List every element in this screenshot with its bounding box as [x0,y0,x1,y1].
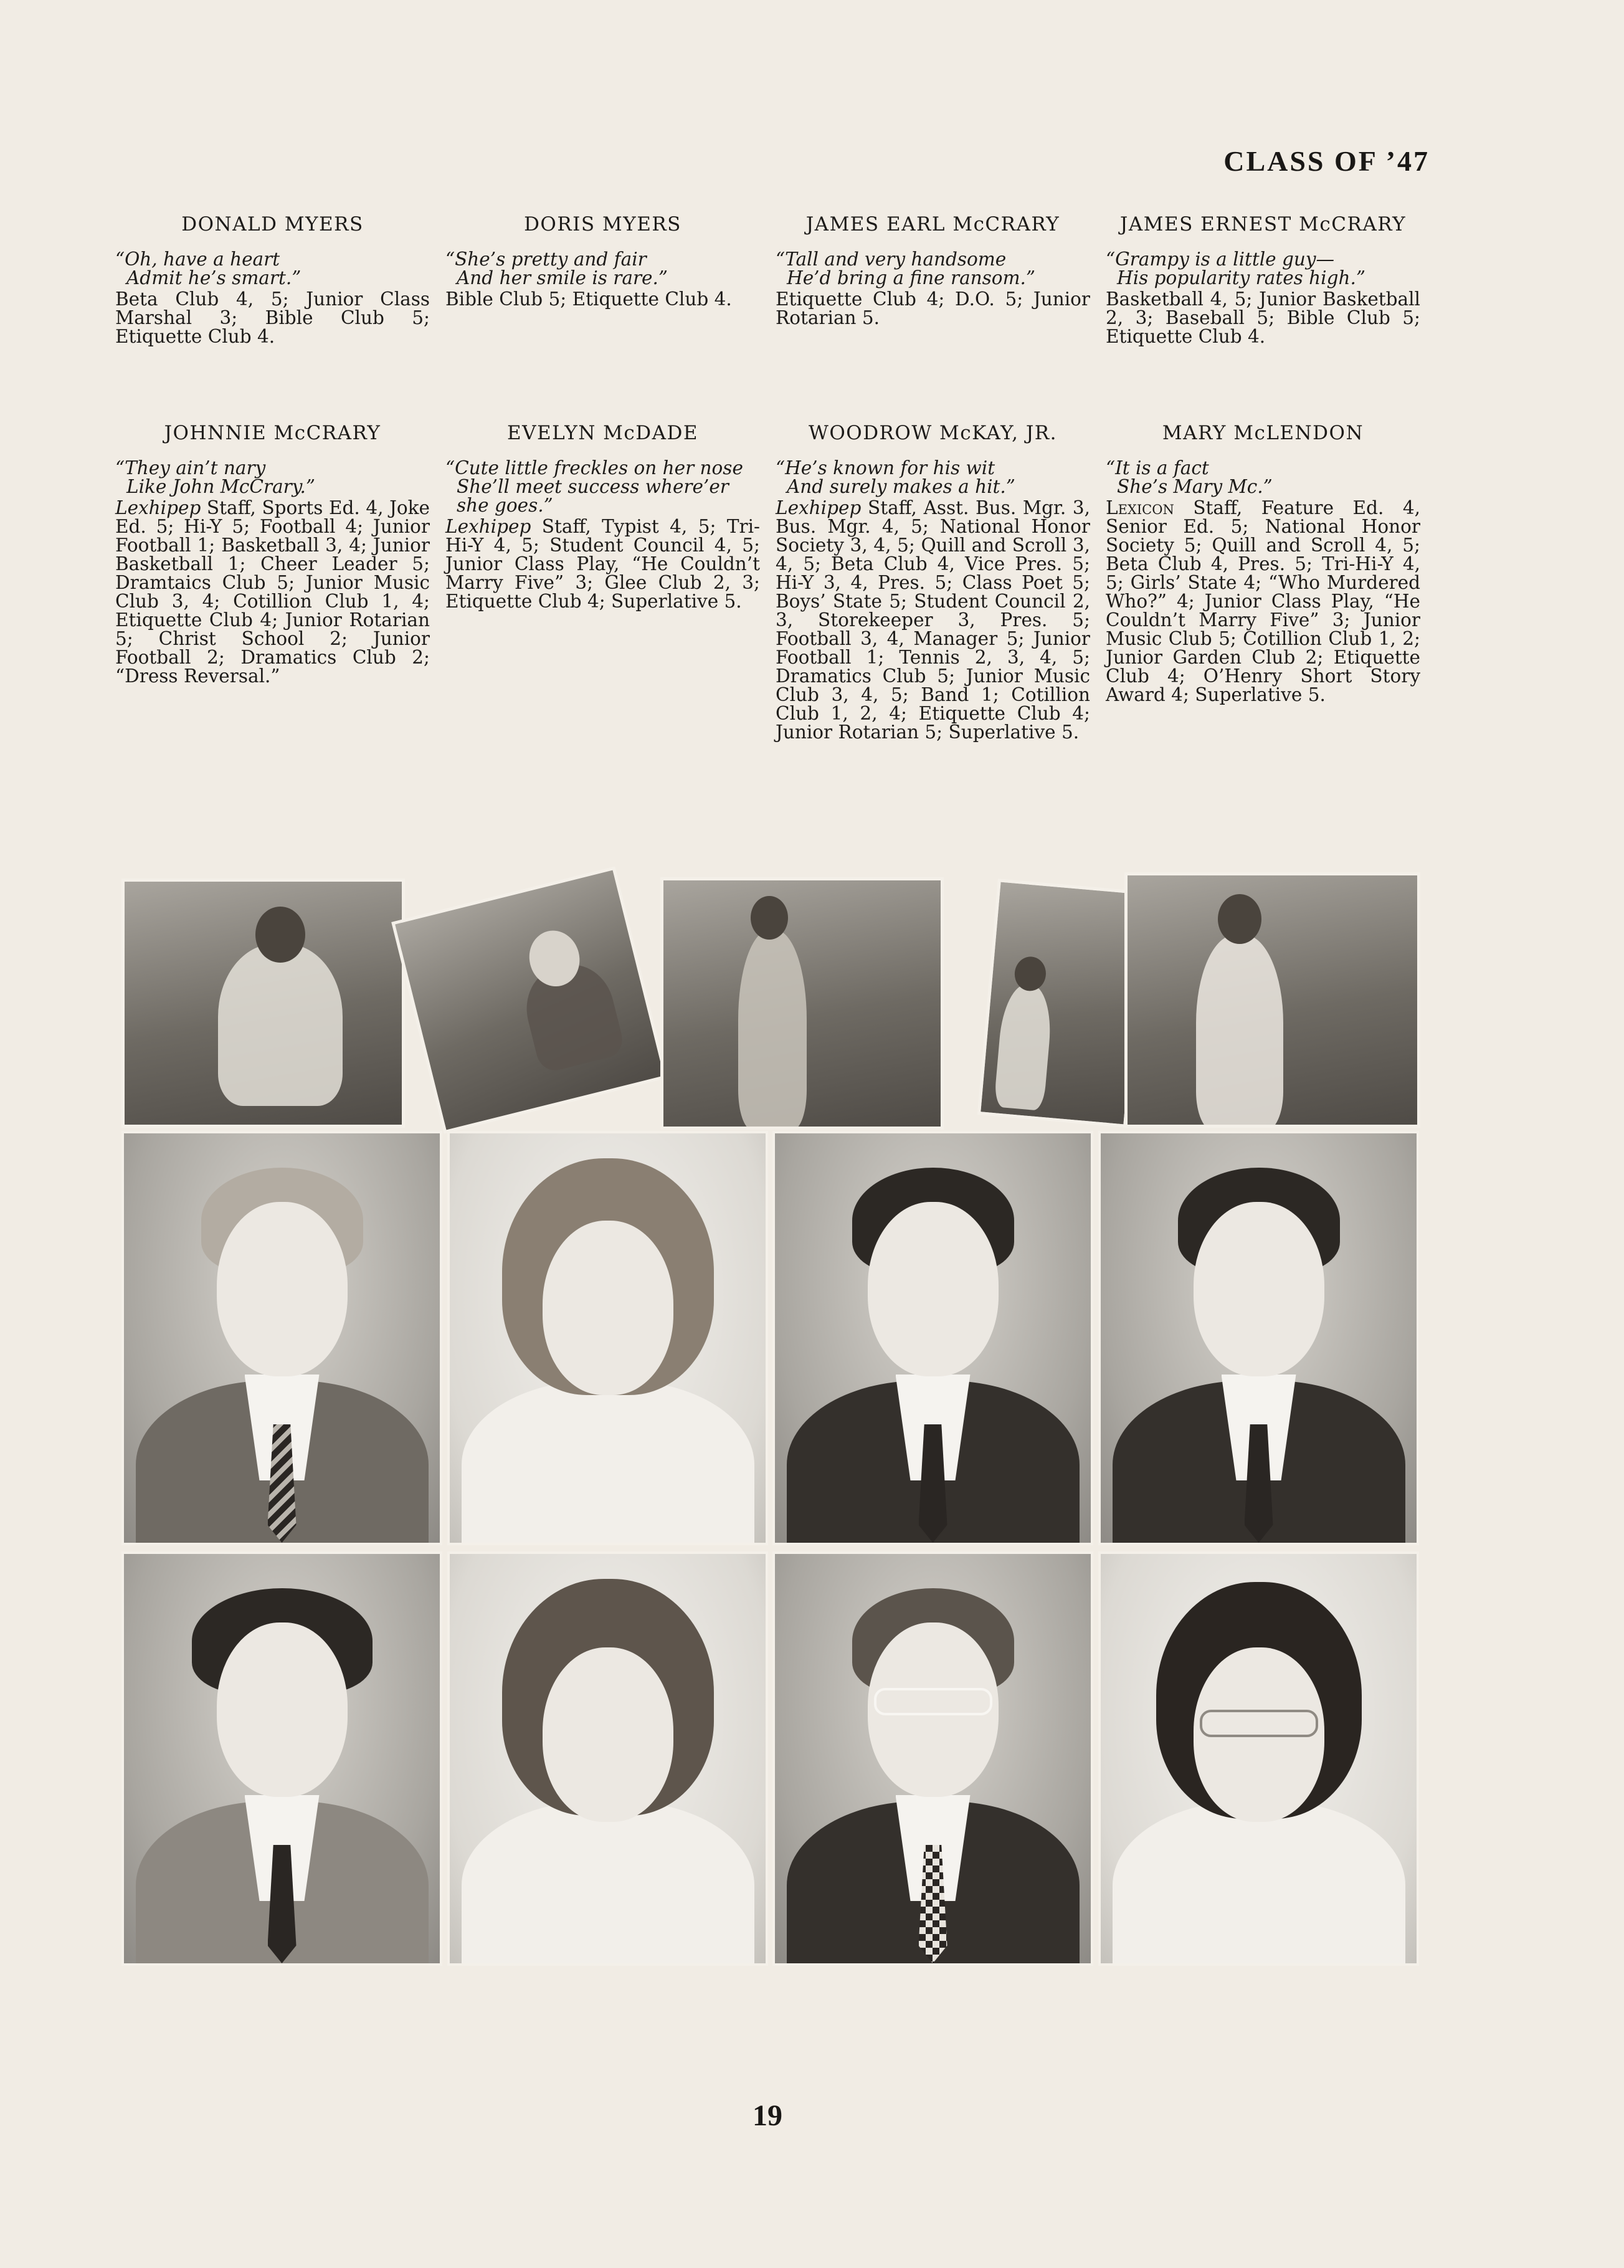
portrait-face [543,1221,673,1395]
snapshot-photo-boy-in-suit [660,877,944,1130]
portrait-photo-johnnie-mccrary [121,1551,442,1966]
publication-name: Lexhipep [115,497,201,518]
portrait-face [1194,1202,1324,1376]
student-activities [115,290,430,346]
student-name: JAMES ERNEST McCRARY [1119,213,1407,236]
activities-text: Staff, Sports Ed. 4, Joke Ed. 5; Hi-Y 5; Football 4; Junior Football 1; Basketball 3, 4; Junior Basketball 1; Cheer Leader 5; Dramtaics Club 5; Junior Music Club 3, 4; Cotillion Club 1, 4; Etiquette Club 4; Junior Rotarian 5; Christ School 2; Junior Football 2; Dramatics Club 2; “Dress Reversal.” [115,497,430,687]
snapshot-photo-girl-at-window [391,866,668,1133]
figure-shape [218,944,343,1106]
portrait-shoulders [1113,1801,1405,1966]
quote-line: Admit he’s smart.” [126,267,302,288]
student-bio-james-earl-mccrary [776,215,1090,327]
activities-text: Bible Club 5; Etiquette Club 4. [445,288,732,310]
student-name: JOHNNIE McCRARY [164,422,381,444]
portrait-face [217,1622,348,1797]
student-activities [776,498,1090,741]
student-name: EVELYN McDADE [506,422,699,444]
student-quote [445,250,760,287]
glasses-icon [1200,1710,1318,1737]
portrait-shoulders [462,1381,754,1545]
figure-shape [994,983,1054,1111]
figure-shape [738,930,807,1130]
student-activities [776,290,1090,327]
quote-line: She’ll meet success where’er she goes.” [457,476,729,516]
student-bio-johnnie-mccrary [115,424,430,685]
student-name: DONALD MYERS [181,213,364,236]
student-quote [776,250,1090,287]
snapshot-photo-girl-on-porch [977,879,1147,1127]
student-activities [115,498,430,685]
student-bio-mary-mclendon [1106,424,1420,704]
quote-line: And surely makes a hit.” [787,476,1015,497]
snapshot-photo-sailor [1124,872,1420,1128]
portrait-photo-james-earl-mccrary [772,1131,1093,1545]
portrait-grid [118,1131,1420,1972]
portrait-photo-james-ernest-mccrary [1098,1131,1419,1545]
snapshot-photo-girl-on-lawn [121,879,405,1128]
portrait-photo-donald-myers [121,1131,442,1545]
portrait-shoulders [462,1801,754,1966]
student-quote [115,250,430,287]
quote-line: “Grampy is a little guy— [1106,249,1335,270]
student-name: WOODROW McKAY, JR. [809,422,1057,444]
activities-text: Etiquette Club 4; D.O. 5; Junior Rotarian 5. [776,288,1090,328]
activities-text: Beta Club 4, 5; Junior Class Marshal 3; Bible Club 5; Etiquette Club 4. [115,288,430,347]
quote-line: “They ain’t nary [115,457,266,479]
portrait-face [217,1202,348,1376]
student-quote [445,459,760,515]
portrait-photo-evelyn-mcdade [447,1551,768,1966]
student-name: JAMES EARL McCRARY [805,213,1060,236]
activities-text: Staff, Typist 4, 5; Tri-Hi-Y 4, 5; Student Council 4, 5; Junior Class Play, “He Couldn’t Marry Five” 3; Glee Club 2, 3; Etiquette Club 4; Superlative 5. [445,516,760,612]
quote-line: He’d bring a fine ransom.” [787,267,1035,288]
publication-name: Lexicon [1106,497,1174,518]
quote-line: And her smile is rare.” [457,267,668,288]
student-name: DORIS MYERS [524,213,681,236]
quote-line: “He’s known for his wit [776,457,995,479]
publication-name: Lexhipep [445,516,531,537]
portrait-face [868,1202,999,1376]
student-activities [445,290,760,308]
activities-text: Staff, Asst. Bus. Mgr. 3, Bus. Mgr. 4, 5; National Honor Society 3, 4, 5; Quill and Scroll 3, 4, 5; Beta Club 4, Vice Pres. 5; Hi-Y 3, 4, Pres. 5; Class Poet 5; Boys’ State 5; Student Council 2, 3, Storekeeper 3, Pres. 5; Football 3, 4, Manager 5; Junior Football 1; Tennis 2, 3, 4, 5; Dramatics Club 5; Junior Music Club 3, 4, 5; Band 1; Cotillion Club 1, 2, 4; Etiquette Club 4; Junior Rotarian 5; Superlative 5. [776,497,1090,743]
student-bio-woodrow-mckay-jr [776,424,1090,741]
student-bio-evelyn-mcdade [445,424,760,611]
student-bio-doris-myers [445,215,760,308]
publication-name: Lexhipep [776,497,862,518]
page-header-class-of-47: CLASS OF ’47 [1223,145,1430,177]
quote-line: “It is a fact [1106,457,1209,479]
figure-head [1218,894,1261,944]
student-quote [1106,250,1420,287]
figure-head [255,907,305,963]
glasses-icon [874,1688,992,1715]
figure-shape [1196,935,1283,1128]
quote-line: His popularity rates high.” [1117,267,1365,288]
quote-line: “Oh, have a heart [115,249,280,270]
student-activities [445,517,760,611]
quote-line: “Cute little freckles on her nose [445,457,743,479]
quote-line: “Tall and very handsome [776,249,1007,270]
student-bio-donald-myers [115,215,430,346]
student-name: MARY McLENDON [1162,422,1364,444]
student-activities [1106,498,1420,704]
portrait-photo-mary-mclendon [1098,1551,1419,1966]
snapshot-collage [118,872,1420,1129]
student-quote [1106,459,1420,496]
portrait-photo-woodrow-mckay-jr [772,1551,1093,1966]
portrait-photo-doris-myers [447,1131,768,1545]
student-activities [1106,290,1420,346]
quote-line: Like John McCrary.” [126,476,315,497]
quote-line: She’s Mary Mc.” [1117,476,1273,497]
page-number: 19 [753,2099,782,2132]
student-quote [115,459,430,496]
student-quote [776,459,1090,496]
quote-line: “She’s pretty and fair [445,249,647,270]
activities-text: Staff, Feature Ed. 4, Senior Ed. 5; National Honor Society 5; Quill and Scroll 4, 5; Beta Club 4, Pres. 5; Tri-Hi-Y 4, 5; Girls’ State 4; “Who Murdered Who?” 4; Junior Class Play, “He Couldn’t Marry Five” 3; Junior Music Club 5; Cotillion Club 1, 2; Junior Garden Club 2; Etiquette Club 4; O’Henry Short Story Award 4; Superlative 5. [1106,497,1420,705]
activities-text: Basketball 4, 5; Junior Basketball 2, 3; Baseball 5; Bible Club 5; Etiquette Club 4. [1106,288,1420,347]
figure-head [751,896,788,940]
student-bio-james-ernest-mccrary [1106,215,1420,346]
portrait-face [543,1647,673,1822]
